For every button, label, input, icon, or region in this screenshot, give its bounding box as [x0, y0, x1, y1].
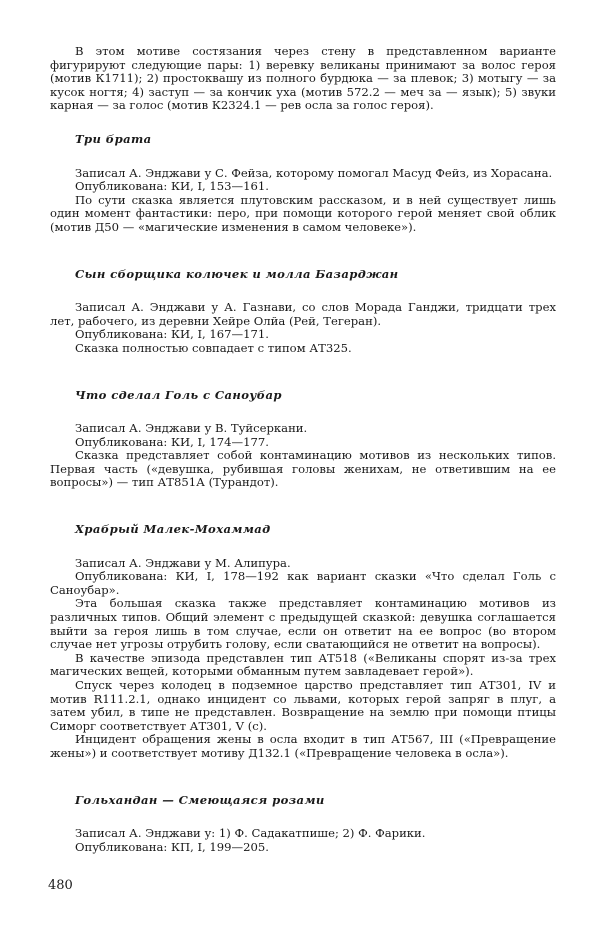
section-thornpicker-son [50, 268, 556, 356]
recorded-by: Записал А. Энджави у: 1) Ф. Садакатпише; 2) Ф. Фарики. [75, 826, 426, 841]
section-title: Храбрый Малек-Мохаммад [75, 522, 271, 537]
commentary: Эта большая сказка также представляет контаминацию мотивов из различных типов. Общий элемент с предыдущей сказкой: девушка соглашается выйти за героя лишь в том случае, если он ответит на ее вопрос (во втором случае нет угрозы отрубить голову, если сватающийся не ответит на вопросы). [50, 596, 556, 652]
commentary: Сказка полностью совпадает с типом АТ325. [75, 340, 352, 355]
section-title: Что сделал Голь с Саноубар [75, 387, 282, 402]
recorded-by: Записал А. Энджави у М. Алипура. [75, 555, 291, 570]
section-title: Сын сборщика колючек и молла Базарджан [75, 266, 399, 281]
page-body [50, 45, 556, 854]
published-in: Опубликована: КИ, I, 174—177. [75, 434, 269, 449]
section-gol-sanoubar [50, 389, 556, 491]
published-in: Опубликована: КИ, I, 178—192 как вариант сказки «Что сделал Голь с Саноубар». [50, 569, 556, 597]
published-in: Опубликована: КИ, I, 153—161. [75, 179, 269, 194]
recorded-by: Записал А. Энджави у В. Туйсеркани. [75, 421, 308, 436]
page-number: 480 [48, 878, 73, 893]
published-in: Опубликована: КП, I, 199—205. [75, 839, 269, 854]
section-three-brothers [50, 133, 556, 235]
commentary: По сути сказка является плутовским рассказом, и в ней существует лишь один момент фантастики: перо, при помощи которого герой меняет свой облик (мотив Д50 — «магические изменения в самом человеке»). [50, 192, 556, 234]
commentary: Инцидент обращения жены в осла входит в тип АТ567, III («Превращение жены») и соответствует мотиву Д132.1 («Превращение человека в осла»). [50, 732, 556, 760]
published-in: Опубликована: КИ, I, 167—171. [75, 327, 269, 342]
recorded-by: Записал А. Энджави у С. Фейза, которому помогал Масуд Фейз, из Хорасана. [75, 165, 553, 180]
section-title: Три брата [75, 131, 152, 146]
recorded-by: Записал А. Энджави у А. Газнави, со слов Морада Ганджи, тридцати трех лет, рабочего, из деревни Хейре Олйа (Рей, Тегеран). [50, 300, 556, 328]
commentary: Сказка представляет собой контаминацию мотивов из нескольких типов. Первая часть («девушка, рубившая головы женихам, не ответившим на ее вопросы») — тип АТ851А (Турандот). [50, 448, 556, 490]
commentary: Спуск через колодец в подземное царство представляет тип АТ301, IV и мотив R111.2.1, однако инцидент со львами, которых герой запряг в плуг, а затем убил, в типе не представлен. Возвращение на землю при помощи птицы Симорг соответствует АТ301, V (с). [50, 678, 556, 733]
intro-paragraph: В этом мотиве состязания через стену в представленном варианте фигурируют следующие пары: 1) веревку великаны принимают за волос героя (мотив К1711); 2) простоквашу из полного бурдюка — за плевок; 3) мотыгу — за кусок ногтя; 4) заступ — за кончик уха (мотив 572.2 — меч за — язык); 5) звуки карная — за голос (мотив К2324.1 — рев осла за голос героя). [50, 44, 556, 113]
section-malek-mohammad [50, 523, 556, 761]
section-golkhandan [50, 794, 556, 855]
section-title: Гольхандан — Смеющаяся розами [75, 792, 325, 807]
commentary: В качестве эпизода представлен тип АТ518 («Великаны спорят из-за трех магических вещей, которыми обманным путем завладевает герой»). [50, 650, 556, 679]
